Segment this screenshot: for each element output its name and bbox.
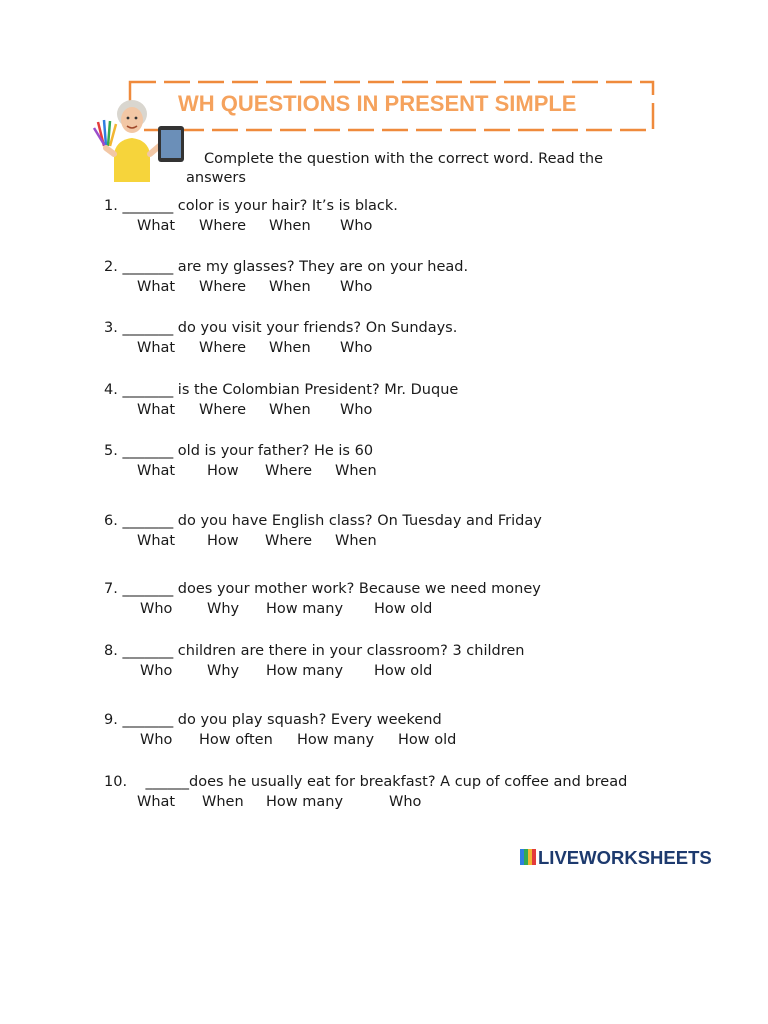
- question-text: 5. _______ old is your father? He is 60: [104, 443, 374, 459]
- option-3[interactable]: How many: [266, 794, 344, 810]
- question-7: [104, 579, 724, 619]
- question-2: [104, 257, 724, 297]
- answer-options: [104, 461, 724, 481]
- option-1[interactable]: Who: [140, 663, 173, 679]
- question-3: [104, 318, 724, 358]
- option-4[interactable]: Who: [340, 279, 373, 295]
- answer-options: [104, 216, 724, 236]
- logo-text: LIVEWORKSHEETS: [538, 847, 712, 868]
- option-4[interactable]: How old: [374, 601, 433, 617]
- title-frame: [128, 80, 655, 132]
- teacher-illustration: [92, 96, 196, 182]
- option-4[interactable]: Who: [340, 218, 373, 234]
- answer-options: [104, 400, 724, 420]
- instructions-line-2: answers: [186, 170, 246, 186]
- option-3[interactable]: Where: [265, 463, 313, 479]
- tablet-icon: [158, 126, 184, 162]
- option-1[interactable]: What: [137, 218, 176, 234]
- option-2[interactable]: Why: [207, 601, 240, 617]
- question-text: 6. _______ do you have English class? On Tuesday and Friday: [104, 513, 542, 529]
- answer-options: [104, 531, 724, 551]
- question-text: 7. _______ does your mother work? Because we need money: [104, 581, 541, 597]
- option-4[interactable]: How old: [374, 663, 433, 679]
- pencils-icon: [94, 120, 116, 146]
- question-8: [104, 641, 724, 681]
- option-3[interactable]: Where: [265, 533, 313, 549]
- answer-options: [104, 661, 724, 681]
- answer-options: [104, 338, 724, 358]
- answer-options: [104, 599, 724, 619]
- option-1[interactable]: What: [137, 533, 176, 549]
- option-1[interactable]: Who: [140, 601, 173, 617]
- option-4[interactable]: Who: [340, 340, 373, 356]
- option-1[interactable]: What: [137, 463, 176, 479]
- option-2[interactable]: When: [202, 794, 244, 810]
- option-3[interactable]: When: [269, 340, 311, 356]
- answer-options: [104, 792, 724, 812]
- question-4: [104, 380, 724, 420]
- option-4[interactable]: When: [335, 533, 377, 549]
- instructions: [186, 150, 656, 188]
- option-1[interactable]: What: [137, 402, 176, 418]
- answer-options: [104, 730, 724, 750]
- option-3[interactable]: How many: [266, 601, 344, 617]
- question-text: 8. _______ children are there in your classroom? 3 children: [104, 643, 525, 659]
- liveworksheets-logo: [520, 847, 725, 867]
- option-1[interactable]: What: [137, 794, 176, 810]
- question-text: 2. _______ are my glasses? They are on your head.: [104, 259, 469, 275]
- option-1[interactable]: What: [137, 340, 176, 356]
- question-9: [104, 710, 724, 750]
- option-3[interactable]: How many: [297, 732, 375, 748]
- question-text: 3. _______ do you visit your friends? On Sundays.: [104, 320, 458, 336]
- option-3[interactable]: How many: [266, 663, 344, 679]
- worksheet-title: WH QUESTIONS IN PRESENT SIMPLE: [178, 91, 577, 116]
- question-5: [104, 441, 724, 481]
- option-2[interactable]: How: [207, 533, 239, 549]
- option-3[interactable]: When: [269, 279, 311, 295]
- option-3[interactable]: When: [269, 402, 311, 418]
- option-4[interactable]: When: [335, 463, 377, 479]
- question-text: 9. _______ do you play squash? Every weekend: [104, 712, 442, 728]
- option-4[interactable]: Who: [389, 794, 422, 810]
- option-1[interactable]: What: [137, 279, 176, 295]
- option-2[interactable]: Where: [199, 279, 247, 295]
- question-text: 4. _______ is the Colombian President? Mr. Duque: [104, 382, 459, 398]
- option-2[interactable]: How often: [199, 732, 273, 748]
- option-2[interactable]: Why: [207, 663, 240, 679]
- option-4[interactable]: Who: [340, 402, 373, 418]
- option-2[interactable]: How: [207, 463, 239, 479]
- option-3[interactable]: When: [269, 218, 311, 234]
- option-2[interactable]: Where: [199, 340, 247, 356]
- option-1[interactable]: Who: [140, 732, 173, 748]
- option-4[interactable]: How old: [398, 732, 457, 748]
- question-text: 10. ______does he usually eat for breakfast? A cup of coffee and bread: [104, 774, 628, 790]
- logo-mark-icon: [520, 849, 536, 865]
- question-6: [104, 511, 724, 551]
- instructions-line-1: Complete the question with the correct word. Read the: [204, 151, 604, 167]
- option-2[interactable]: Where: [199, 402, 247, 418]
- answer-options: [104, 277, 724, 297]
- question-10: [104, 772, 724, 812]
- option-2[interactable]: Where: [199, 218, 247, 234]
- question-text: 1. _______ color is your hair? It’s is black.: [104, 198, 398, 214]
- question-1: [104, 196, 724, 236]
